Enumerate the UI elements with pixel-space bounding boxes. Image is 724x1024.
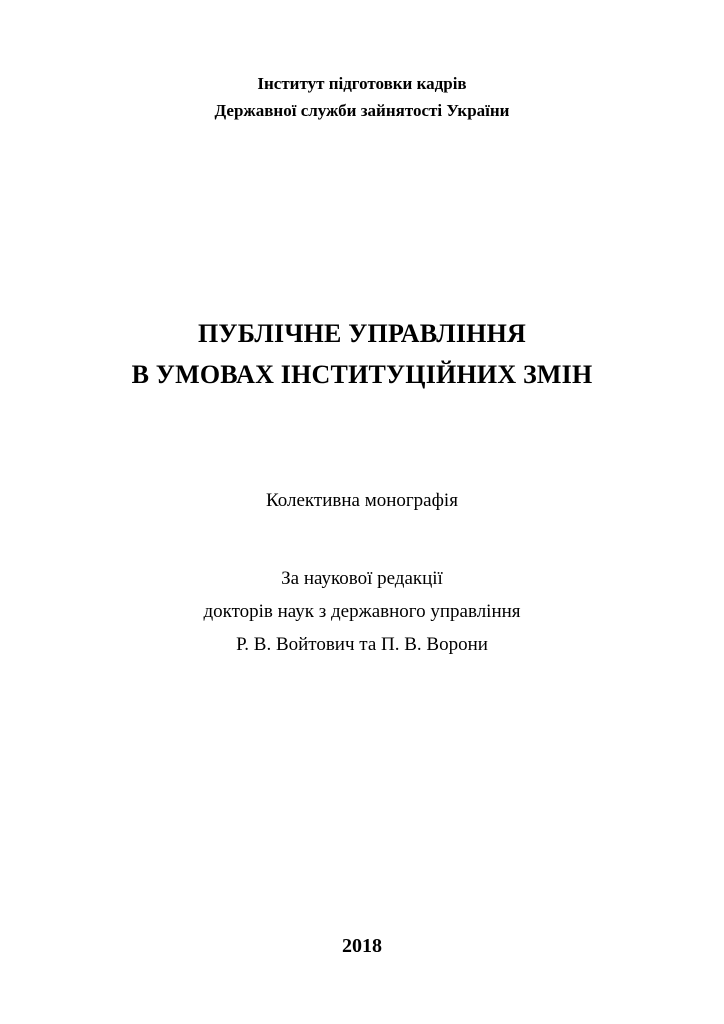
title-line-1: ПУБЛІЧНЕ УПРАВЛІННЯ (197, 319, 526, 349)
institution-line-2: Державної служби зайнятості України (214, 101, 510, 121)
editors-line-2: докторів наук з державного управління (203, 601, 521, 623)
editors-block (203, 562, 520, 662)
institution-line-1: Інститут підготовки кадрів (257, 74, 467, 93)
subtitle: Колективна монографія (266, 489, 458, 511)
institution-block (215, 70, 510, 124)
editors-line-1: За наукової редакції (281, 567, 443, 589)
page-title (132, 314, 593, 395)
editors-line-3: Р. В. Войтович та П. В. Ворони (236, 634, 488, 656)
publication-year: 2018 (342, 935, 382, 957)
title-line-2: В УМОВАХ ІНСТИТУЦІЙНИХ ЗМІН (131, 359, 593, 389)
